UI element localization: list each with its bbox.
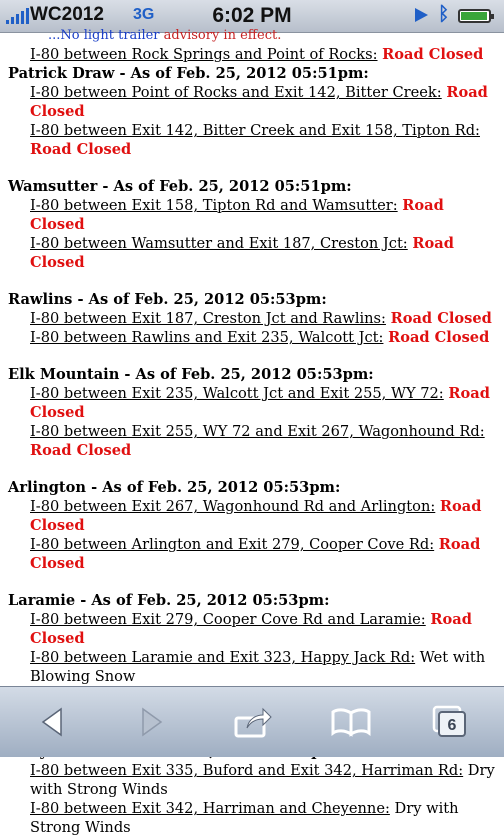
tabs-count: 6 bbox=[447, 717, 457, 734]
route-link[interactable]: I-80 between Point of Rocks and Exit 142, Bitter Creek: bbox=[30, 84, 442, 101]
route-link[interactable]: I-80 between Exit 279, Cooper Cove Rd and Laramie: bbox=[30, 611, 426, 628]
route-link[interactable]: I-80 between Exit 158, Tipton Rd and Wamsutter: bbox=[30, 197, 398, 214]
route-link[interactable]: I-80 between Exit 235, Walcott Jct and Exit 255, WY 72: bbox=[30, 385, 444, 402]
advisory-text: ...No light trailer bbox=[48, 28, 164, 43]
bookmarks-button[interactable] bbox=[330, 705, 372, 739]
route-link[interactable]: I-80 between Exit 187, Creston Jct and Rawlins: bbox=[30, 310, 386, 327]
battery-icon bbox=[458, 9, 491, 23]
location-icon bbox=[415, 8, 428, 22]
route-link[interactable]: I-80 between Exit 142, Bitter Creek and Exit 158, Tipton Rd: bbox=[30, 122, 480, 139]
section-title: Laramie - As of Feb. 25, 2012 05:53pm: bbox=[8, 592, 330, 609]
section bbox=[8, 64, 498, 159]
route-condition: Dry with Strong Winds bbox=[30, 800, 459, 836]
route-condition: Road Closed bbox=[30, 197, 444, 233]
forward-button[interactable] bbox=[136, 705, 168, 739]
back-arrow-icon bbox=[39, 707, 65, 737]
section bbox=[8, 290, 498, 347]
route-item bbox=[8, 648, 498, 686]
advisory-highlight: advisory in effect. bbox=[163, 28, 282, 43]
route-item bbox=[8, 799, 498, 837]
section-title: Rawlins - As of Feb. 25, 2012 05:53pm: bbox=[8, 291, 327, 308]
section bbox=[8, 478, 498, 573]
route-condition: Road Closed bbox=[30, 385, 490, 421]
route-condition: Road Closed bbox=[30, 141, 132, 158]
share-button[interactable] bbox=[233, 705, 273, 739]
route-item bbox=[8, 535, 498, 573]
section-title: Patrick Draw - As of Feb. 25, 2012 05:51pm: bbox=[8, 65, 369, 82]
route-item bbox=[8, 196, 498, 234]
route-link[interactable]: I-80 between Exit 255, WY 72 and Exit 267, Wagonhound Rd: bbox=[30, 423, 485, 440]
route-link[interactable]: I-80 between Exit 267, Wagonhound Rd and Arlington: bbox=[30, 498, 436, 515]
bluetooth-icon: ᛒ bbox=[438, 4, 450, 25]
route-link[interactable]: I-80 between Rawlins and Exit 235, Walcott Jct: bbox=[30, 329, 384, 346]
route-item bbox=[8, 422, 498, 460]
route-item bbox=[8, 234, 498, 272]
section bbox=[8, 177, 498, 272]
page-content bbox=[8, 26, 498, 836]
network-type: 3G bbox=[133, 6, 155, 23]
route-condition: Road Closed bbox=[30, 442, 132, 459]
route-item bbox=[8, 45, 498, 64]
back-button[interactable] bbox=[36, 705, 68, 739]
route-condition: Road Closed bbox=[382, 46, 484, 63]
route-condition: Road Closed bbox=[388, 329, 490, 346]
route-item bbox=[8, 384, 498, 422]
route-link[interactable]: I-80 between Rock Springs and Point of Rocks: bbox=[30, 46, 378, 63]
route-item bbox=[8, 497, 498, 535]
route-item bbox=[8, 121, 498, 159]
route-link[interactable]: I-80 between Exit 335, Buford and Exit 342, Harriman Rd: bbox=[30, 762, 464, 779]
route-item bbox=[8, 309, 498, 328]
section-title: Wamsutter - As of Feb. 25, 2012 05:51pm: bbox=[8, 178, 352, 195]
route-link[interactable]: I-80 between Arlington and Exit 279, Cooper Cove Rd: bbox=[30, 536, 435, 553]
advisory-note bbox=[8, 26, 498, 45]
route-link[interactable]: I-80 between Laramie and Exit 323, Happy Jack Rd: bbox=[30, 649, 416, 666]
route-condition: Dry with Strong Winds bbox=[30, 762, 495, 798]
share-icon bbox=[233, 706, 273, 738]
route-condition: Road Closed bbox=[30, 611, 472, 647]
bookmarks-book-icon bbox=[330, 708, 372, 736]
section-title: Elk Mountain - As of Feb. 25, 2012 05:53pm: bbox=[8, 366, 374, 383]
route-link[interactable]: I-80 between Wamsutter and Exit 187, Creston Jct: bbox=[30, 235, 408, 252]
route-item bbox=[8, 328, 498, 347]
forward-arrow-icon bbox=[139, 707, 165, 737]
route-condition: Wet with Blowing Snow bbox=[30, 649, 486, 685]
route-item bbox=[8, 83, 498, 121]
route-condition: Road Closed bbox=[390, 310, 492, 327]
section bbox=[8, 365, 498, 460]
tabs-icon bbox=[430, 705, 470, 739]
route-link[interactable]: I-80 between Exit 342, Harriman and Cheyenne: bbox=[30, 800, 390, 817]
route-condition: Road Closed bbox=[30, 235, 454, 271]
route-condition: Road Closed bbox=[30, 498, 482, 534]
section-title: Arlington - As of Feb. 25, 2012 05:53pm: bbox=[8, 479, 341, 496]
safari-toolbar bbox=[0, 686, 504, 757]
route-item bbox=[8, 761, 498, 799]
route-item bbox=[8, 610, 498, 648]
route-condition: Road Closed bbox=[30, 536, 481, 572]
clock: 6:02 PM bbox=[212, 4, 292, 27]
tabs-button[interactable] bbox=[430, 705, 470, 739]
carrier-name: WC2012 bbox=[30, 4, 104, 25]
route-condition: Road Closed bbox=[30, 84, 488, 120]
